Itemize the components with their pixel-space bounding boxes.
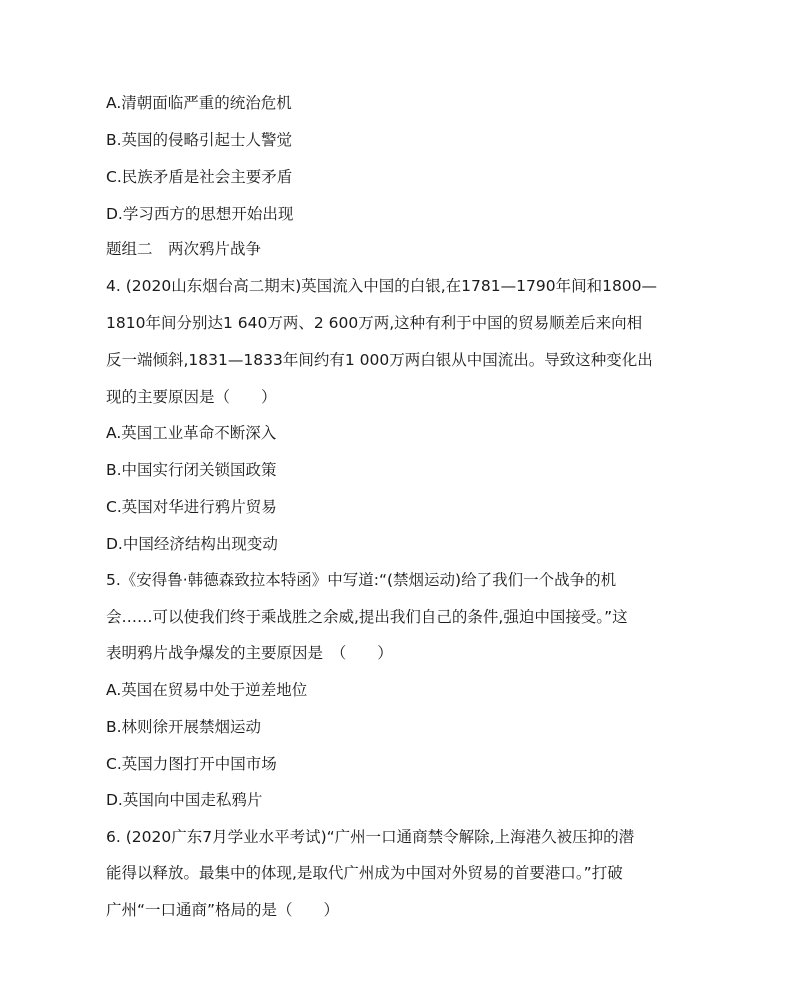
q3-option-d: D.学习西方的思想开始出现	[106, 205, 294, 223]
q5-stem-line-2: 会……可以使我们终于乘战胜之余威,提出我们自己的条件,强迫中国接受。”这	[106, 608, 628, 626]
q5-option-d: D.英国向中国走私鸦片	[106, 791, 263, 809]
q3-option-b: B.英国的侵略引起士人警觉	[106, 131, 293, 149]
q4-stem-line-2: 1810年间分别达1 640万两、2 600万两,这种有利于中国的贸易顺差后来向相	[106, 314, 643, 332]
q4-option-d: D.中国经济结构出现变动	[106, 535, 278, 553]
q4-stem-line-1: 4. (2020山东烟台高二期末)英国流入中国的白银,在1781—1790年间和1800—	[106, 277, 658, 295]
q6-stem-line-3: 广州“一口通商”格局的是（ ）	[106, 901, 340, 919]
q5-option-c: C.英国力图打开中国市场	[106, 755, 277, 773]
q4-stem-line-4: 现的主要原因是（ ）	[106, 388, 277, 406]
q5-option-a: A.英国在贸易中处于逆差地位	[106, 681, 308, 699]
q4-option-a: A.英国工业革命不断深入	[106, 424, 277, 442]
q3-option-c: C.民族矛盾是社会主要矛盾	[106, 168, 293, 186]
q6-stem-line-1: 6. (2020广东7月学业水平考试)“广州一口通商禁令解除,上海港久被压抑的潜	[106, 828, 635, 846]
q4-stem-line-3: 反一端倾斜,1831—1833年间约有1 000万两白银从中国流出。导致这种变化出	[106, 351, 653, 369]
q5-stem-line-1: 5.《安得鲁·韩德森致拉本特函》中写道:“(禁烟运动)给了我们一个战争的机	[106, 571, 617, 589]
q4-option-c: C.英国对华进行鸦片贸易	[106, 498, 277, 516]
q6-stem-line-2: 能得以释放。最集中的体现,是取代广州成为中国对外贸易的首要港口。”打破	[106, 864, 623, 882]
q3-option-a: A.清朝面临严重的统治危机	[106, 94, 292, 112]
section-title: 题组二 两次鸦片战争	[106, 240, 262, 258]
q5-stem-line-3: 表明鸦片战争爆发的主要原因是 （ ）	[106, 644, 393, 662]
q5-option-b: B.林则徐开展禁烟运动	[106, 718, 262, 736]
q4-option-b: B.中国实行闭关锁国政策	[106, 461, 277, 479]
